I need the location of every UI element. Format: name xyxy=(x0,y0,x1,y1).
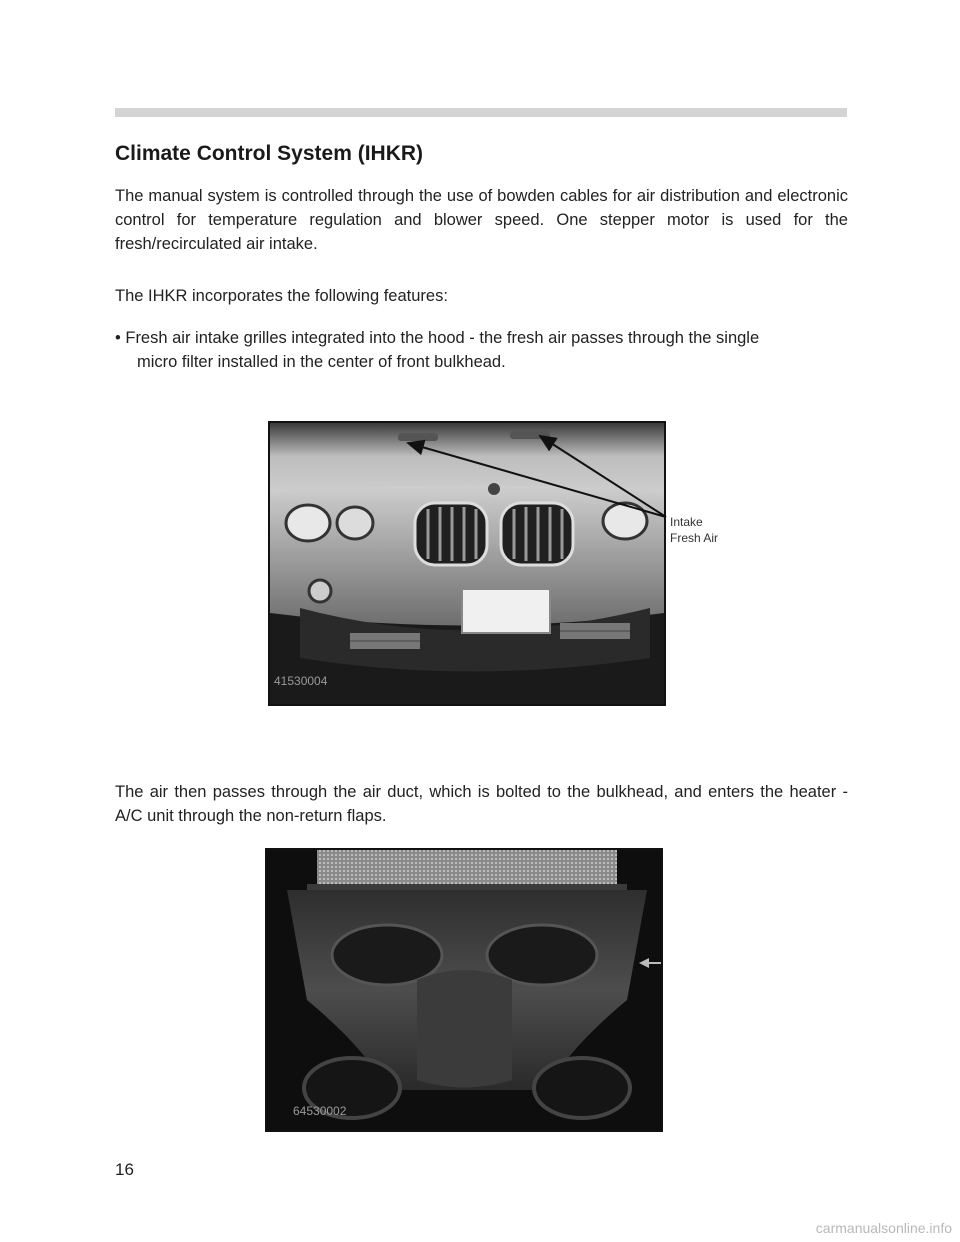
callout-line-2: Fresh Air xyxy=(670,531,719,545)
watermark-footer: carmanualsonline.info xyxy=(815,1220,952,1236)
figure-2-code: 64530002 xyxy=(293,1104,347,1118)
bullet-line-1: • Fresh air intake grilles integrated into the hood - the fresh air passes through the single xyxy=(115,329,760,347)
intake-callout-label xyxy=(670,514,718,546)
features-lead-paragraph: The IHKR incorporates the following features: xyxy=(115,287,448,305)
intro-paragraph: The manual system is controlled through the use of bowden cables for air distribution and electronic control for temperature regulation and blower speed. One stepper motor is used for the fresh/recirculated air intake. xyxy=(115,187,848,253)
air-duct-paragraph: The air then passes through the air duct, which is bolted to the bulkhead, and enters the heater - A/C unit through the non-return flaps. xyxy=(115,783,848,825)
air-duct-photo xyxy=(265,848,663,1132)
header-rule xyxy=(115,108,847,117)
figure-1-code: 41530004 xyxy=(274,674,328,688)
callout-line-1: Intake xyxy=(670,515,703,529)
bullet-line-2: micro filter installed in the center of front bulkhead. xyxy=(137,353,506,371)
vehicle-front-photo xyxy=(268,421,666,706)
bullet-item xyxy=(115,326,848,374)
page-number: 16 xyxy=(115,1160,134,1179)
section-title: Climate Control System (IHKR) xyxy=(115,142,424,165)
